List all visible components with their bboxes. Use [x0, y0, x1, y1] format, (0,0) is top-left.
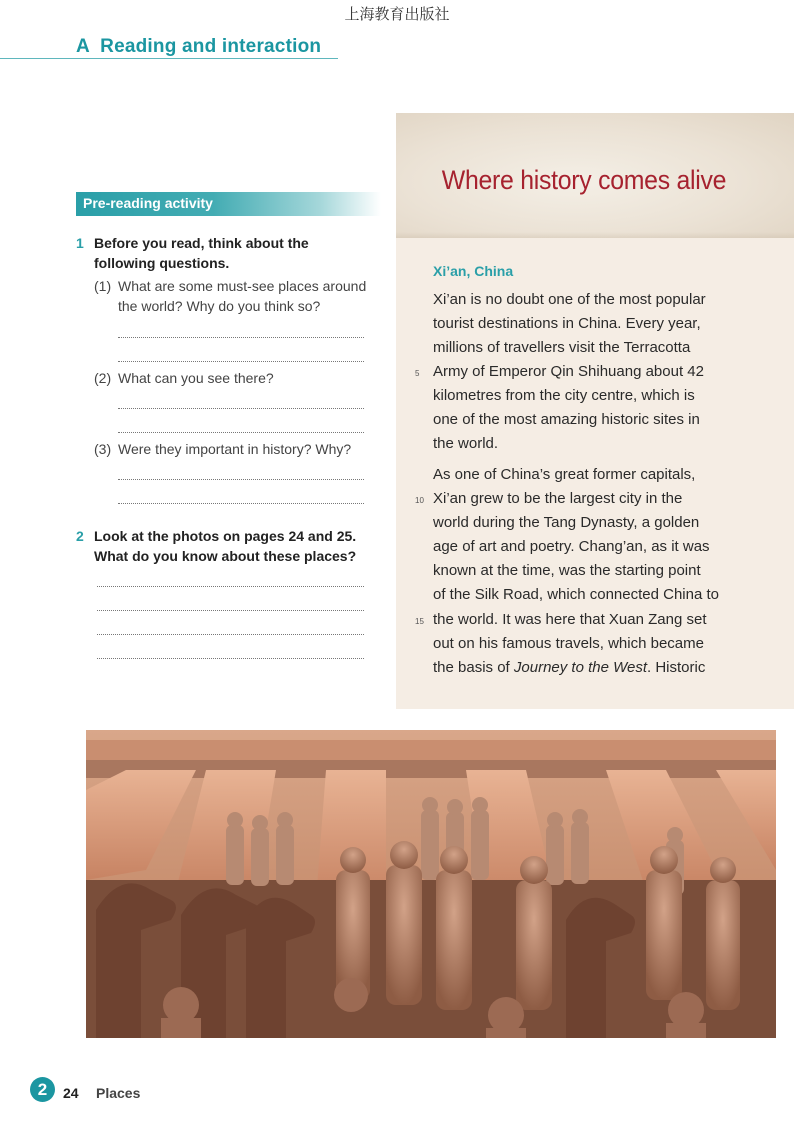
answer-line[interactable] [118, 479, 364, 480]
answer-line[interactable] [118, 337, 364, 338]
reading-line: the world. [433, 435, 499, 452]
question-1-number: 1 [76, 235, 84, 251]
terracotta-army-photo [86, 730, 776, 1038]
question-1-line: following questions. [94, 255, 230, 271]
question-2-number: 2 [76, 528, 84, 544]
subquestion-3-line: Were they important in history? Why? [118, 441, 352, 457]
subquestion-1-line: What are some must-see places around [118, 278, 367, 294]
subquestion-3-number: (3) [94, 441, 112, 457]
book-title-italic: Journey to the West [513, 659, 648, 676]
reading-line: As one of China’s great former capitals, [433, 466, 696, 483]
question-1-text [94, 233, 309, 273]
reading-line: tourist destinations in China. Every year, [433, 315, 701, 332]
subquestion-1-line: the world? Why do you think so? [118, 298, 321, 314]
subquestion-1-number: (1) [94, 278, 112, 294]
answer-line[interactable] [118, 432, 364, 433]
publisher-header: 上海教育出版社 [344, 5, 450, 23]
answer-line[interactable] [118, 408, 364, 409]
answer-line[interactable] [118, 503, 364, 504]
reading-line: out on his famous travels, which became [433, 635, 704, 652]
subquestion-2-number: (2) [94, 370, 112, 386]
pre-reading-banner [76, 192, 381, 216]
answer-line[interactable] [97, 586, 364, 587]
question-2-line: Look at the photos on pages 24 and 25. [94, 528, 357, 544]
unit-number-badge: 2 [30, 1077, 55, 1102]
subquestion-3-text [118, 439, 351, 459]
question-1-line: Before you read, think about the [94, 235, 309, 251]
page-number: 24 [63, 1085, 79, 1101]
reading-line: world during the Tang Dynasty, a golden [433, 514, 700, 531]
reading-line: known at the time, was the starting point [433, 562, 701, 579]
reading-line: one of the most amazing historic sites in [433, 411, 700, 428]
reading-line-last [433, 656, 705, 680]
section-title: A Reading and interaction [76, 36, 322, 57]
line-number-5: 5 [415, 369, 420, 378]
subquestion-1-text [118, 276, 366, 316]
line-number-10: 10 [415, 496, 424, 505]
answer-line[interactable] [97, 658, 364, 659]
reading-subheading: Xi’an, China [433, 263, 514, 279]
terracotta-army-illustration [86, 730, 776, 1038]
reading-line-part: the basis of [433, 659, 514, 676]
reading-title: Where history comes alive [441, 165, 727, 195]
answer-line[interactable] [118, 361, 364, 362]
unit-title: Places [96, 1085, 141, 1101]
reading-line-part: . Historic [647, 659, 706, 676]
reading-line: Xi’an grew to be the largest city in the [433, 490, 683, 507]
answer-line[interactable] [97, 610, 364, 611]
reading-line: the world. It was here that Xuan Zang set [433, 611, 707, 628]
reading-line: age of art and poetry. Chang’an, as it was [433, 538, 710, 555]
reading-line: kilometres from the city centre, which is [433, 387, 695, 404]
line-number-15: 15 [415, 617, 424, 626]
question-2-text [94, 526, 356, 566]
question-2-line: What do you know about these places? [94, 548, 357, 564]
pre-reading-banner-label: Pre-reading activity [83, 195, 213, 211]
reading-line: of the Silk Road, which connected China to [433, 586, 720, 603]
subquestion-2-line: What can you see there? [118, 370, 274, 386]
answer-line[interactable] [97, 634, 364, 635]
reading-line: Xi’an is no doubt one of the most popular [433, 291, 706, 308]
section-rule [0, 58, 338, 59]
reading-line: millions of travellers visit the Terracotta [433, 339, 691, 356]
subquestion-2-text [118, 368, 274, 388]
reading-line: Army of Emperor Qin Shihuang about 42 [433, 363, 704, 380]
